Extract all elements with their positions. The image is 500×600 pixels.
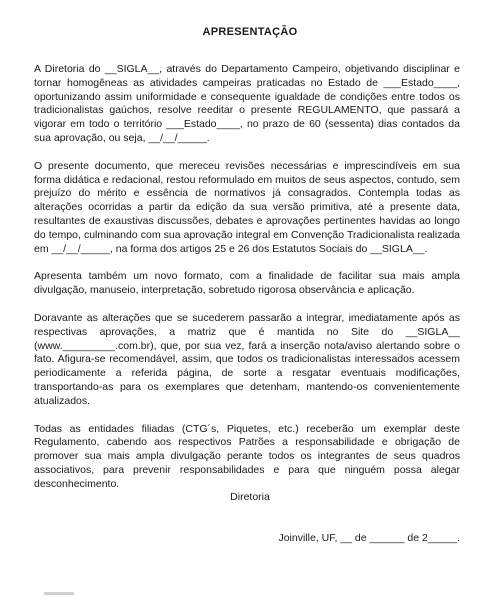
paragraph-distribution: Todas as entidades filiadas (CTG´s, Piquetes, etc.) receberão um exemplar deste Regulamento, cabendo aos respectivos Patrões a responsabilidade e obrigação de promover sua mais ampla divulgação perante todos os integrantes de seus quadros associativos, para prevenir responsabilidades e para que ninguém possa alegar desconhecimento. xyxy=(34,422,460,490)
paragraph-revision: O presente documento, que mereceu revisões necessárias e imprescindíveis em sua forma didática e redacional, restou reformulado em muitos de seus aspectos, contudo, sem prejuízo do mérito e essência de normativos já consagrados. Contempla todas as alterações ocorridas a partir da edição da sua versão primitiva, até a presente data, resultantes de exaustivas discussões, debates e aprovações pertinentes havidas ao longo do tempo, culminando com sua aprovação integral em Convenção Tradicionalista realizada em __/__/_____, na forma dos artigos 25 e 26 dos Estatutos Sociais do __SIGLA__. xyxy=(34,159,460,255)
document-body xyxy=(34,63,460,506)
paragraph-intro: A Diretoria do __SIGLA__, através do Departamento Campeiro, objetivando disciplinar e tornar homogêneas as atividades campeiras praticadas no Estado de ___Estado____, oportunizando assim uniformidade e consequente igualdade de condições entre todos os tradicionalistas gaúchos, resolve reeditar o presente REGULAMENTO, que passará a vigorar em todo o território ___Estado____, no prazo de 60 (sessenta) dias contados da sua aprovação, ou seja, __/__/_____. xyxy=(34,63,460,144)
paragraph-format: Apresenta também um novo formato, com a finalidade de facilitar sua mais ampla divulgação, manuseio, interpretação, sobretudo rigorosa observância e aplicação. xyxy=(34,270,460,297)
footer-mark xyxy=(44,592,74,595)
paragraph-updates: Doravante as alterações que se sucederem passarão a integrar, imediatamente após as respectivas aprovações, a matriz que é mantida no Site do __SIGLA__ (www._________.com.br), que, por sua vez, fará a inserção nota/aviso alertando sobre o fato. Afigura-se recomendável, assim, que todos os tradicionalistas interessados acessem periodicamente a referida página, de sorte a resgatar eventuais modificações, transportando-as para os exemplares que detenham, mantendo-os convenientemente atualizados. xyxy=(34,311,460,407)
document-title: APRESENTAÇÃO xyxy=(202,26,298,38)
signoff: Diretoria xyxy=(230,491,270,503)
place-date: Joinville, UF, __ de ______ de 2_____. xyxy=(278,532,460,544)
